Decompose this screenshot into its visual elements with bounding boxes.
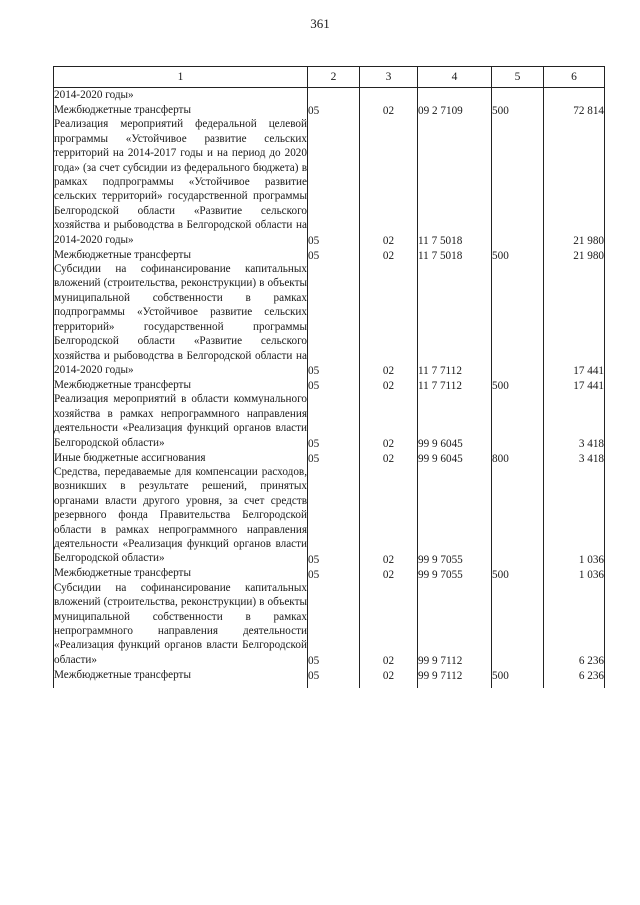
header-col-4: 4 — [418, 67, 492, 88]
table-row — [54, 377, 605, 392]
row-expense-type: 500 — [492, 667, 544, 682]
row-description: Субсидии на софинансирование капитальных вложений (строительства, реконструкции) в объекты муниципальной собственности в рамках подпрограммы «Устойчивое развитие сельских территорий» государственной программы Белгородской области «Развитие сельского хозяйства и рыбоводства в Белгородской области на 2014-2020 годы» — [54, 263, 307, 376]
row-target-code: 99 9 7112 — [418, 581, 492, 667]
table-bottom-spacer — [54, 682, 605, 688]
row-amount: 3 418 — [544, 392, 605, 450]
row-subsection: 02 — [360, 117, 418, 247]
table-row — [54, 465, 605, 566]
row-expense-type — [492, 117, 544, 247]
row-target-code: 11 7 7112 — [418, 262, 492, 377]
table-row — [54, 392, 605, 450]
row-description: Субсидии на софинансирование капитальных вложений (строительства, реконструкции) в объекты муниципальной собственности в рамках непрограммного направления деятельности «Реализация функций органов власти Белгородской области» — [54, 581, 307, 666]
row-description: Межбюджетные трансферты — [54, 377, 308, 392]
row-subsection: 02 — [360, 262, 418, 377]
row-section: 05 — [308, 566, 360, 581]
row-target-code — [418, 88, 492, 103]
row-subsection: 02 — [360, 667, 418, 682]
row-expense-type — [492, 581, 544, 667]
row-description: Межбюджетные трансферты — [54, 102, 308, 117]
row-subsection: 02 — [360, 566, 418, 581]
row-section — [308, 88, 360, 103]
row-subsection: 02 — [360, 581, 418, 667]
page-number: 361 — [310, 16, 330, 31]
row-subsection: 02 — [360, 377, 418, 392]
table-row — [54, 581, 605, 667]
row-amount: 21 980 — [544, 117, 605, 247]
row-target-code: 09 2 7109 — [418, 102, 492, 117]
row-expense-type: 500 — [492, 566, 544, 581]
header-col-3: 3 — [360, 67, 418, 88]
row-amount: 6 236 — [544, 667, 605, 682]
row-description: Межбюджетные трансферты — [54, 566, 308, 581]
table-row — [54, 88, 605, 103]
row-amount: 21 980 — [544, 247, 605, 262]
table-header-row — [54, 67, 605, 88]
row-section: 05 — [308, 667, 360, 682]
row-section: 05 — [308, 465, 360, 566]
row-subsection: 02 — [360, 465, 418, 566]
row-amount: 6 236 — [544, 581, 605, 667]
header-col-6: 6 — [544, 67, 605, 88]
row-section: 05 — [308, 262, 360, 377]
table-row — [54, 117, 605, 247]
row-section: 05 — [308, 392, 360, 450]
row-target-code: 11 7 7112 — [418, 377, 492, 392]
row-expense-type — [492, 465, 544, 566]
row-target-code: 11 7 5018 — [418, 117, 492, 247]
row-target-code: 11 7 5018 — [418, 247, 492, 262]
table-row — [54, 262, 605, 377]
row-expense-type — [492, 392, 544, 450]
row-subsection: 02 — [360, 247, 418, 262]
table-row — [54, 450, 605, 465]
table-row — [54, 102, 605, 117]
row-description: Межбюджетные трансферты — [54, 667, 308, 682]
row-target-code: 99 9 6045 — [418, 450, 492, 465]
row-amount: 1 036 — [544, 566, 605, 581]
row-target-code: 99 9 7055 — [418, 465, 492, 566]
row-description: 2014-2020 годы» — [54, 88, 308, 103]
row-subsection: 02 — [360, 392, 418, 450]
row-amount — [544, 88, 605, 103]
row-target-code: 99 9 6045 — [418, 392, 492, 450]
row-description: Иные бюджетные ассигнования — [54, 450, 308, 465]
row-section: 05 — [308, 377, 360, 392]
row-section: 05 — [308, 102, 360, 117]
row-section: 05 — [308, 450, 360, 465]
row-subsection — [360, 88, 418, 103]
row-description: Реализация мероприятий федеральной целевой программы «Устойчивое развитие сельских территорий на 2014-2017 годы и на период до 2020 года» (за счет субсидии из федерального бюджета) в рамках подпрограммы «Устойчивое развитие сельских территорий» государственной программы Белгородской области «Развитие сельского хозяйства и рыбоводства в Белгородской области на 2014-2020 годы» — [54, 118, 307, 246]
row-description: Средства, передаваемые для компенсации расходов, возникших в результате решений, принятых органами власти другого уровня, за счет средств резервного фонда Правительства Белгородской области в рамках непрограммного направления деятельности «Реализация функций органов власти Белгородской области» — [54, 465, 307, 565]
row-amount: 72 814 — [544, 102, 605, 117]
header-col-1: 1 — [54, 67, 308, 88]
table-row — [54, 667, 605, 682]
row-expense-type — [492, 88, 544, 103]
row-expense-type: 500 — [492, 102, 544, 117]
row-amount: 17 441 — [544, 377, 605, 392]
row-expense-type: 800 — [492, 450, 544, 465]
table-row — [54, 566, 605, 581]
budget-table — [53, 66, 605, 688]
header-col-2: 2 — [308, 67, 360, 88]
row-amount: 1 036 — [544, 465, 605, 566]
row-section: 05 — [308, 117, 360, 247]
row-description: Реализация мероприятий в области коммунального хозяйства в рамках непрограммного направления деятельности «Реализация функций органов власти Белгородской области» — [54, 393, 307, 449]
row-subsection: 02 — [360, 102, 418, 117]
row-expense-type: 500 — [492, 377, 544, 392]
row-amount: 3 418 — [544, 450, 605, 465]
header-col-5: 5 — [492, 67, 544, 88]
row-section: 05 — [308, 581, 360, 667]
row-expense-type: 500 — [492, 247, 544, 262]
row-expense-type — [492, 262, 544, 377]
row-target-code: 99 9 7055 — [418, 566, 492, 581]
row-section: 05 — [308, 247, 360, 262]
row-subsection: 02 — [360, 450, 418, 465]
row-amount: 17 441 — [544, 262, 605, 377]
table-row — [54, 247, 605, 262]
row-target-code: 99 9 7112 — [418, 667, 492, 682]
row-description: Межбюджетные трансферты — [54, 247, 308, 262]
